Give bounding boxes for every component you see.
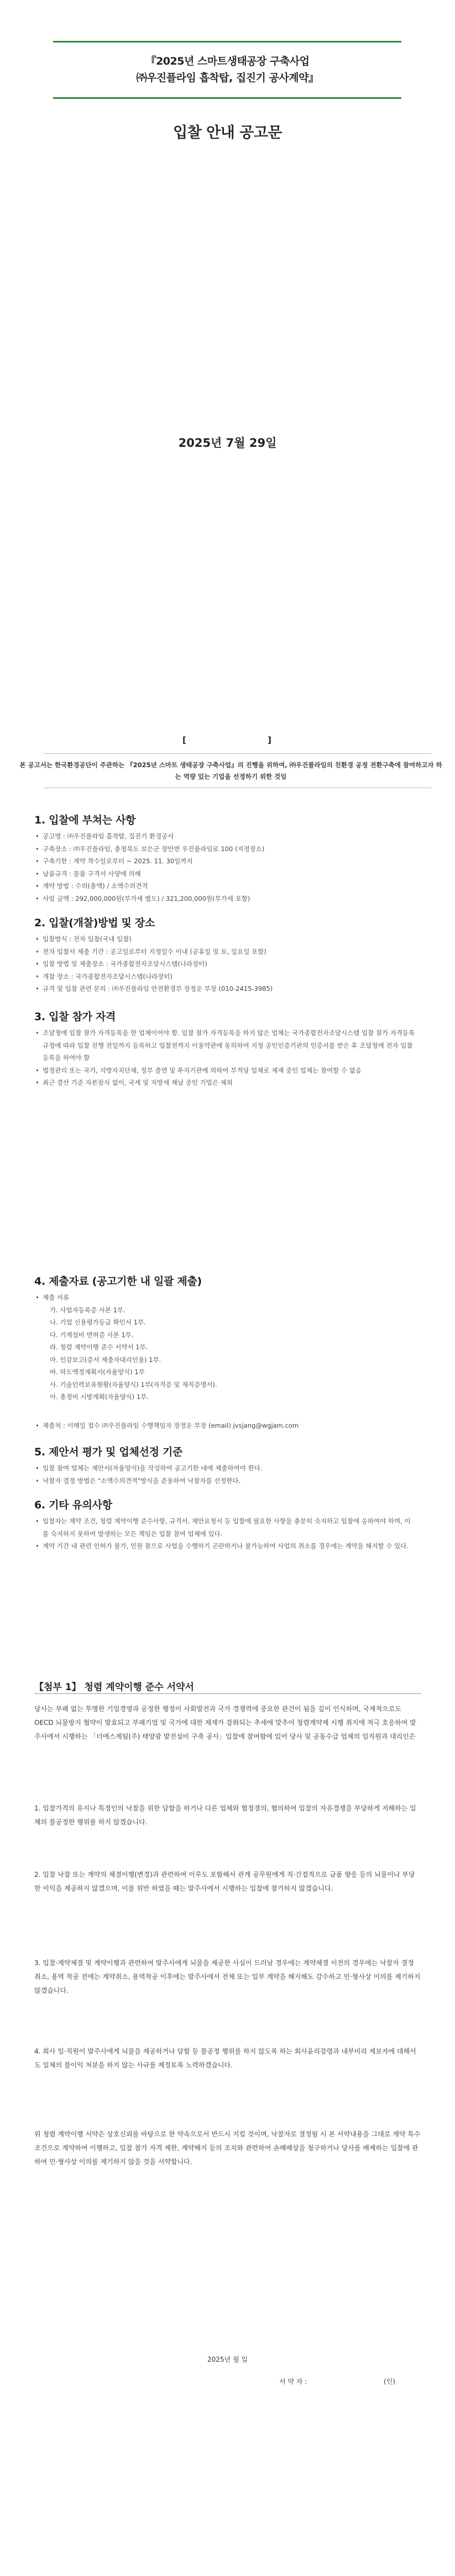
doc-item: 라. 청렴 계약이행 준수 서약서 1부.: [50, 1343, 148, 1351]
sign-date: 2025년 월 일: [207, 2356, 248, 2363]
section-4-list: [34, 1291, 421, 1403]
list-item: • 입찰 참여 업체는 제안서(자율양식)을 작성하여 공고기한 내에 제출하여야 한다.: [34, 1462, 421, 1475]
list-item: [34, 1291, 421, 1403]
pledge-paragraph-closing: 위 청렴 계약이행 서약은 상호신뢰를 바탕으로 한 약속으로서 반드시 지킬 것이며, 낙찰자로 결정될 시 본 서약내용을 그대로 계약 특수 조건으로 계약하여 이행하고, 입찰 참가 자격 제한, 계약해지 등의 조치와 관련하여 손해배상을 청구하거나 당사를 배제하는 입찰에 관하여 민·형사상 이의를 제기하지 않을 것을 서약합니다.: [34, 2130, 421, 2166]
pledge-paragraph-2: 2. 입찰 낙찰 또는 계약의 체결이행(변경)과 관련하여 이루도 포함해서 관계 공무원에게 직·간접적으로 금품 향응 등의 뇌물이나 부당한 이익을 제공하지 않겠으며, 이를 위반 하였을 때는 발주사에서 시행하는 입찰에 참가하지 않겠습니다.: [34, 1871, 415, 1892]
page-title: 입찰 안내 공고문: [173, 124, 282, 141]
doc-item: 가. 사업자등록증 사본 1부.: [50, 1306, 125, 1314]
attachment-tag: 【첨부 1】: [34, 1682, 81, 1693]
list-item: • 계약 방법 : 수의(총액) / 소액수의견적: [34, 880, 421, 893]
pledge-title-text: 청렴 계약이행 준수 서약서: [84, 1682, 194, 1693]
pledge-paragraph-4: 4. 회사 임·직원이 발주사에게 뇌물을 제공하거나 담합 등 불공정 행위를 하지 않도록 하는 회사윤리강령과 내부비리 제보자에 대해서도 일체의 불이익 처분을 하지 않는 사규를 제정토록 노력하겠습니다.: [34, 2047, 416, 2069]
notice-title-line-1: 『2025년 스마트생태공장 구축사업: [145, 55, 310, 67]
list-item: • 법정관리 또는 국가, 지방자치단체, 정부 출연 및 투자기관에 의하여 부적당 업체로 제재 중인 업체는 참여할 수 없음: [34, 1064, 416, 1077]
list-item: • 납품규격 : 물품 구격서 사양에 의해: [34, 868, 421, 880]
pledge-title: [34, 1679, 194, 1693]
list-item: • 입찰 방법 및 제출장소 : 국가종합전자조달시스템(나라장터): [34, 958, 421, 970]
header-bottom-rule: [53, 97, 401, 99]
header-top-rule: [53, 41, 401, 43]
seal-label: (인): [384, 2378, 395, 2385]
list-item: • 조달청에 입찰 참가 자격등록을 한 업체이어야 함. 입찰 참가 자격등록을 하지 않은 업체는 국가종합전자조달시스템 입찰 참가 자격등록 규정에 따라 입찰 진행 전일까지 등록하고 입찰전까지 이용약관에 동의하여 지정 공인인증기관의 인증서를 받은 후 조달청에 전자 입찰 등록을 하여야 함: [34, 1027, 416, 1064]
pledge-paragraph-3: 3. 입찰·계약체결 및 계약이행과 관련하여 발주사에게 뇌물을 제공한 사실이 드러날 경우에는 계약체결 이전의 경우에는 낙찰자 결정 취소, 용역 착공 전에는 계약취소, 용역착공 이후에는 발주사에서 전체 또는 일부 계약을 해지해도 감수하고 민·형사상 이의를 제기하지 않겠습니다.: [34, 1959, 421, 1994]
intro-rule-top: [44, 753, 431, 754]
bracket-right: ]: [268, 735, 271, 745]
section-3-title: 3. 입찰 참가 자격: [34, 1011, 116, 1023]
section-4-submit: [34, 1419, 421, 1432]
submit-docs-heading: 제출 서류: [43, 1294, 70, 1301]
doc-item: 마. 인감보고(증서 제출자대리인용) 1부.: [50, 1355, 161, 1364]
list-item: • 입찰자는 계약 조건, 청렴 계약이행 준수사항, 규격서, 제안요청서 등 입찰에 필요한 사항을 충분히 숙지하고 입찰에 응하여야 하며, 이를 숙지하지 못하여 발생하는 모든 책임은 입찰 참여 업체에 있다.: [34, 1515, 416, 1540]
list-item: • 입찰방식 : 전자 입찰(국내 입찰): [34, 933, 421, 946]
doc-item: 아. 총정비 시방계획(자율양식) 1부.: [50, 1393, 149, 1401]
notice-date: 2025년 7월 29일: [178, 436, 277, 450]
section-4-title: 4. 제출자료 (공고기한 내 일괄 제출): [34, 1275, 202, 1287]
submit-docs-list: [43, 1304, 421, 1403]
list-item: • 계약 기간 내 관련 인허가 불가, 인원 참으로 사업을 수행하기 곤란하거나 불가능하여 사업의 취소를 경우에는 계약을 해지할 수 있다.: [34, 1540, 416, 1553]
doc-item: 다. 기계설비 면허증 사본 1부.: [50, 1331, 134, 1339]
notice-title-line-2: ㈜우진플라임 흡착탑, 집진기 공사계약』: [136, 72, 319, 84]
list-item: • 사업 금액 : 292,000,000원(부가세 별도) / 321,200,000원(부가세 포함): [34, 893, 421, 905]
list-item: • 최근 결산 기준 자본잠식 없이, 국세 및 지방세 체납 중인 기업은 제외: [34, 1076, 416, 1089]
pledge-title-rule: [34, 1693, 421, 1694]
bracket-left: [: [182, 735, 186, 745]
signer-label: 서 약 자 :: [279, 2378, 307, 2385]
submit-contact: • 제출처 : 이메일 접수 ㈜우진플라임 수행책임자 장정운 부장 (email) jvsjang@wgjam.com: [34, 1419, 421, 1432]
section-2-list: [34, 933, 421, 995]
pledge-paragraph-intro: 당사는 부패 없는 투명한 기업경영과 공정한 행정이 사회발전과 국가 경쟁력에 중요한 관건이 됨을 깊이 인식하며, 국제적으로도 OECD 뇌물방지 협약이 발효되고 부패기업 및 국가에 대한 제재가 강화되는 추세에 맞추어 청렴계약제 시행 취지에 적극 호응하여 발주사에서 시행하는 「더에스제팀(주) 태양광 발전설비 구축 공사」입찰에 참여함에 있어 당사 및 공동수급 업체의 임직원과 대리인은: [34, 1705, 416, 1740]
list-item: • 규격 및 입찰 관련 문의 : ㈜우진플라임 안전환경부 장정운 부장 (010-2415-3985): [34, 983, 421, 995]
intro-text: 본 공고서는 한국환경공단이 주관하는 『2025년 스마트 생태공장 구축사업』의 진행을 위하여, ㈜우진플라임의 친환경 공정 전환구축에 참여하고자 하는 역량 있는 기업을 선정하기 위한 것임: [19, 761, 442, 780]
section-1-title: 1. 입찰에 부쳐는 사항: [34, 814, 136, 826]
list-item: • 낙찰자 결정 방법은 "소액수의견적"방식을 준용하여 낙찰자를 선정한다.: [34, 1475, 421, 1487]
list-item: • 공고명 : ㈜우진플라임 흡착탑, 집진기 환경공사: [34, 830, 421, 843]
doc-item: 사. 기술인력보유현황(자율양식) 1부(자격증 및 재직증명서).: [50, 1380, 217, 1389]
section-6-list: [34, 1515, 416, 1553]
section-2-title: 2. 입찰(개찰)방법 및 장소: [34, 917, 155, 929]
list-item: • 개찰 장소 : 국가종합전자조달시스템(나라장터): [34, 970, 421, 983]
list-item: • 구축기한 : 계약 착수일로부터 ~ 2025. 11. 30일까지: [34, 855, 421, 868]
section-6-title: 6. 기타 유의사항: [34, 1499, 112, 1511]
section-1-list: [34, 830, 421, 905]
list-item: • 구축장소 : ㈜우진플라임, 충청북도 보은군 장안면 우진플라임로 100 (지정장소): [34, 843, 421, 856]
section-5-list: [34, 1462, 421, 1487]
doc-item: 나. 기업 신용평가등급 확인서 1부.: [50, 1318, 146, 1326]
section-3-list: [34, 1027, 416, 1089]
list-item: • 전자 입찰서 제출 기간 : 공고일로부터 지정일수 이내 (공휴일 및 토, 일요일 포함): [34, 946, 421, 958]
pledge-paragraph-1: 1. 입찰가격의 유지나 특정인의 낙찰을 위한 담합을 하거나 다른 업체와 협정결의, 협의하여 입찰의 자유경쟁을 부당하게 저해하는 일체의 불공정한 행위를 하지 않겠습니다.: [34, 1804, 416, 1826]
section-5-title: 5. 제안서 평가 및 업체선정 기준: [34, 1446, 183, 1458]
doc-item: 바. 하도액정계획서(자율양식) 1부: [50, 1368, 145, 1376]
